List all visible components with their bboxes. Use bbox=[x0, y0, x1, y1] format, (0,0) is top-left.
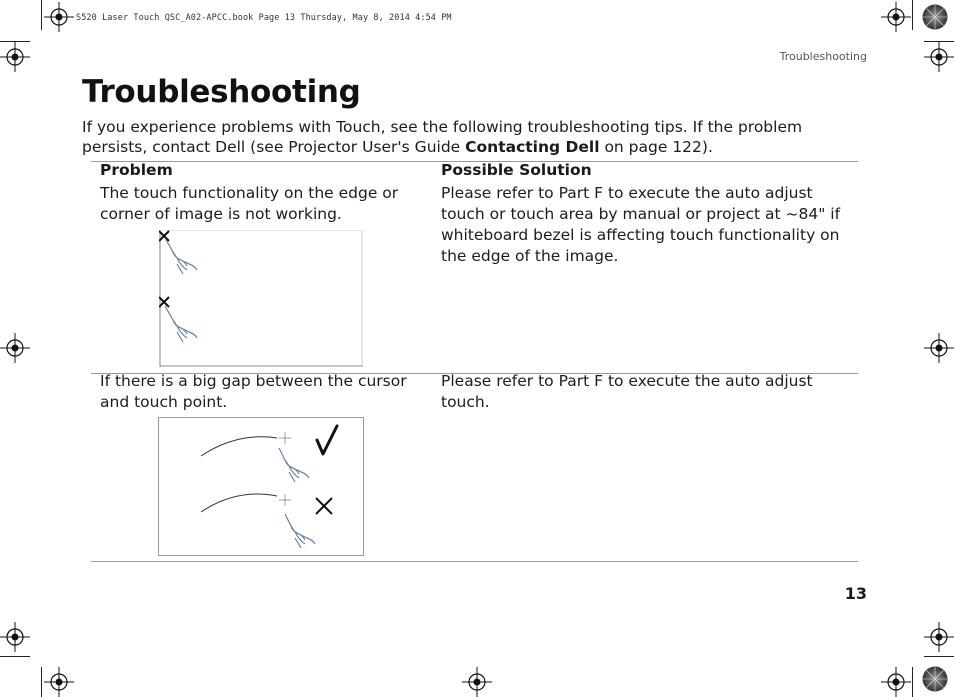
print-slug-line: S520 Laser Touch QSC_A02-APCC.book Page 13 Thursday, May 8, 2014 4:54 PM bbox=[76, 13, 452, 23]
table-row-2-solution: Please refer to Part F to execute the auto adjust touch. bbox=[441, 372, 813, 411]
running-head: Troubleshooting bbox=[779, 50, 867, 63]
pointing-hand-icon bbox=[165, 306, 197, 342]
crop-mark-bottom-left-v bbox=[41, 667, 42, 697]
registration-target-icon bbox=[0, 42, 30, 72]
cursor-gap-illustration bbox=[159, 418, 363, 555]
table-row-1-problem: The touch functionality on the edge or corner of image is not working. bbox=[100, 184, 399, 223]
cross-mark-icon bbox=[316, 498, 332, 514]
registration-target-icon bbox=[44, 2, 74, 32]
crop-mark-bottom-left-h bbox=[0, 656, 30, 657]
registration-target-icon bbox=[0, 333, 30, 363]
color-wheel-icon bbox=[922, 666, 948, 692]
column-header-problem: Problem bbox=[100, 161, 173, 179]
edge-touch-illustration bbox=[159, 230, 363, 367]
registration-target-icon bbox=[924, 42, 954, 72]
registration-target-icon bbox=[924, 333, 954, 363]
registration-target-icon bbox=[462, 667, 492, 697]
registration-target-icon bbox=[881, 2, 911, 32]
edge-touch-figure bbox=[159, 230, 363, 367]
registration-target-icon bbox=[881, 667, 911, 697]
table-bottom-rule bbox=[91, 561, 858, 562]
crop-mark-top-left-v bbox=[41, 0, 42, 30]
cursor-gap-figure bbox=[158, 417, 364, 556]
intro-text: If you experience problems with Touch, see the following troubleshooting tips. If the problem persists, contact Dell (see Projector User's Guide bbox=[82, 118, 803, 156]
registration-target-icon bbox=[924, 622, 954, 652]
pointing-hand-icon bbox=[165, 238, 197, 274]
check-mark-icon bbox=[317, 426, 337, 454]
column-header-solution: Possible Solution bbox=[441, 161, 592, 179]
page-number: 13 bbox=[844, 584, 867, 603]
cursor-target-icon bbox=[279, 494, 291, 506]
table-row-1-solution: Please refer to Part F to execute the auto adjust touch or touch area by manual or project at ~84" if whiteboard bezel is affecting touch functionality on the edge of the image. bbox=[441, 184, 841, 265]
page-title: Troubleshooting bbox=[82, 74, 361, 110]
crop-mark-bottom-right-h bbox=[924, 656, 954, 657]
crop-mark-bottom-right-v bbox=[912, 667, 913, 697]
cursor-target-icon bbox=[279, 432, 291, 444]
pointing-hand-icon bbox=[285, 514, 315, 548]
color-wheel-icon bbox=[922, 4, 948, 30]
table-row-2-problem: If there is a big gap between the cursor and touch point. bbox=[100, 372, 407, 411]
intro-text-end: on page 122). bbox=[599, 138, 713, 156]
registration-target-icon bbox=[0, 622, 30, 652]
contacting-dell-reference: Contacting Dell bbox=[465, 138, 600, 156]
registration-target-icon bbox=[44, 667, 74, 697]
intro-paragraph bbox=[82, 117, 852, 157]
crop-mark-top-right-v bbox=[912, 0, 913, 30]
pointing-hand-icon bbox=[279, 448, 309, 482]
